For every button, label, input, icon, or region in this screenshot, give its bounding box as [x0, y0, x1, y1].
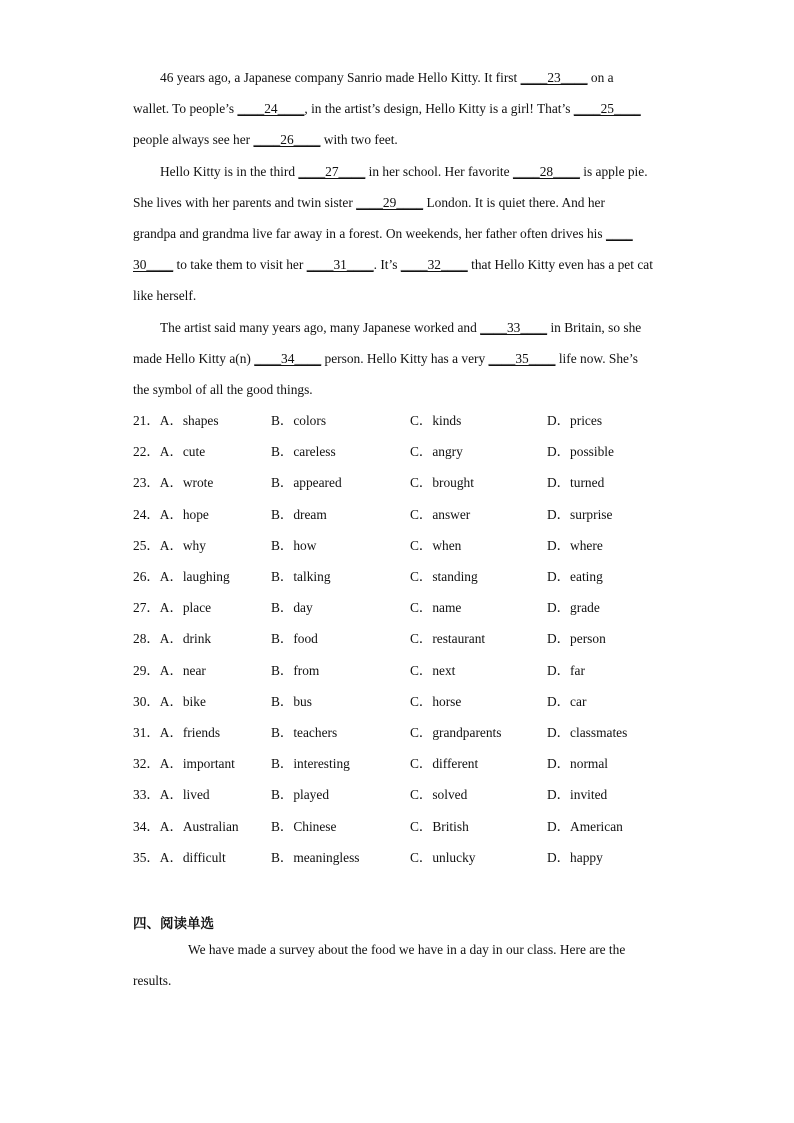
- option-a: 33．A．lived: [133, 787, 210, 803]
- option-d: D．car: [547, 693, 587, 709]
- option-row: [133, 467, 661, 498]
- cloze-line: [133, 93, 661, 124]
- option-b: B．dream: [271, 506, 327, 522]
- cloze-text: grandpa and grandma live far away in a forest. On weekends, her father often drives his: [133, 225, 606, 241]
- cloze-line: [133, 156, 661, 187]
- answer-blank: ____35____: [488, 350, 556, 366]
- option-c: C．answer: [410, 506, 471, 522]
- section-title: 四、阅读单选: [133, 916, 214, 932]
- option-row: [133, 811, 661, 842]
- cloze-line: [133, 280, 661, 311]
- cloze-text: wallet. To people’s: [133, 101, 238, 117]
- cloze-text: person. Hello Kitty has a very: [321, 350, 489, 366]
- option-a: 27．A．place: [133, 600, 212, 616]
- cloze-text: in her school. Her favorite: [365, 163, 513, 179]
- answer-blank: ____: [605, 225, 633, 241]
- option-d: D．possible: [547, 444, 614, 460]
- option-row: [133, 655, 661, 686]
- cloze-lines: [133, 62, 661, 405]
- option-c: C．different: [410, 756, 479, 772]
- cloze-text: . It’s: [373, 257, 401, 273]
- option-d: D．where: [547, 537, 603, 553]
- option-b: B．meaningless: [271, 849, 360, 865]
- option-a: 30．A．bike: [133, 693, 206, 709]
- answer-blank: ____24____: [237, 101, 305, 117]
- option-c: C．British: [410, 818, 469, 834]
- option-c: C．kinds: [410, 413, 462, 429]
- option-b: B．teachers: [271, 724, 338, 740]
- answer-blank: ____33____: [480, 319, 548, 335]
- cloze-text: people always see her: [133, 132, 254, 148]
- cloze-line: [133, 249, 661, 280]
- cloze-text: with two feet.: [320, 132, 398, 148]
- answer-blank: ____32____: [400, 257, 468, 273]
- option-a: 28．A．drink: [133, 631, 212, 647]
- option-row: [133, 623, 661, 654]
- answer-blank: ____23____: [520, 70, 588, 85]
- option-a: 29．A．near: [133, 662, 206, 678]
- option-b: B．how: [271, 537, 317, 553]
- option-d: D．turned: [547, 475, 605, 491]
- option-c: C．grandparents: [410, 724, 502, 740]
- option-row: [133, 748, 661, 779]
- reading-line: We have made a survey about the food we have in a day in our class. Here are the: [188, 942, 626, 957]
- option-row: [133, 779, 661, 810]
- answer-blank: ____26____: [253, 132, 321, 148]
- answer-blank: ____34____: [254, 350, 322, 366]
- cloze-line: [133, 187, 661, 218]
- option-a: 23．A．wrote: [133, 475, 214, 491]
- cloze-text: The artist said many years ago, many Japanese worked and: [160, 319, 481, 335]
- option-d: D．classmates: [547, 724, 628, 740]
- cloze-text: 46 years ago, a Japanese company Sanrio made Hello Kitty. It first: [160, 70, 521, 85]
- option-row: [133, 686, 661, 717]
- option-row: [133, 405, 661, 436]
- reading-line: results.: [133, 973, 172, 989]
- option-row: [133, 592, 661, 623]
- option-a: 22．A．cute: [133, 444, 206, 460]
- cloze-text: the symbol of all the good things.: [133, 381, 313, 397]
- option-d: D．far: [547, 662, 585, 678]
- cloze-text: , in the artist’s design, Hello Kitty is a girl! That’s: [304, 101, 574, 117]
- option-b: B．careless: [271, 444, 336, 460]
- option-c: C．when: [410, 537, 462, 553]
- cloze-text: on a: [587, 70, 614, 85]
- option-a: 21．A．shapes: [133, 413, 219, 429]
- option-d: D．surprise: [547, 506, 613, 522]
- cloze-text: that Hello Kitty even has a pet cat: [467, 257, 653, 273]
- option-d: D．normal: [547, 756, 608, 772]
- option-a: 25．A．why: [133, 537, 206, 553]
- cloze-line: [133, 62, 661, 93]
- answer-blank: ____31____: [306, 257, 374, 273]
- option-c: C．solved: [410, 787, 468, 803]
- answer-blank: ____27____: [298, 163, 366, 179]
- option-row: [133, 842, 661, 873]
- option-a: 35．A．difficult: [133, 849, 226, 865]
- option-b: B．food: [271, 631, 318, 647]
- option-row: [133, 561, 661, 592]
- reading-passage: [133, 934, 661, 996]
- option-d: D．grade: [547, 600, 600, 616]
- answer-blank: ____25____: [573, 101, 641, 117]
- answer-blank: ____29____: [356, 194, 424, 210]
- option-c: C．horse: [410, 693, 462, 709]
- option-c: C．restaurant: [410, 631, 486, 647]
- cloze-line: [133, 312, 661, 343]
- cloze-text: London. It is quiet there. And her: [423, 194, 605, 210]
- option-row: [133, 717, 661, 748]
- cloze-text: life now. She’s: [555, 350, 638, 366]
- option-row: [133, 436, 661, 467]
- option-a: 31．A．friends: [133, 724, 221, 740]
- option-a: 34．A．Australian: [133, 818, 239, 834]
- option-a: 26．A．laughing: [133, 569, 230, 584]
- option-c: C．unlucky: [410, 849, 476, 865]
- option-a: 32．A．important: [133, 756, 235, 772]
- option-row: [133, 530, 661, 561]
- option-list: [133, 405, 661, 873]
- option-c: C．name: [410, 600, 462, 616]
- cloze-line: [133, 124, 661, 155]
- option-b: B．colors: [271, 413, 327, 429]
- cloze-line: [133, 374, 661, 405]
- option-b: B．from: [271, 662, 320, 678]
- option-d: D．invited: [547, 787, 608, 803]
- option-d: D．eating: [547, 569, 603, 584]
- option-b: B．Chinese: [271, 818, 337, 834]
- cloze-passage: [133, 62, 661, 873]
- cloze-text: to take them to visit her: [173, 257, 307, 273]
- option-c: C．brought: [410, 475, 474, 491]
- option-d: D．American: [547, 818, 623, 834]
- cloze-text: She lives with her parents and twin sister: [133, 194, 357, 210]
- option-c: C．next: [410, 662, 456, 678]
- option-row: [133, 499, 661, 530]
- option-c: C．angry: [410, 444, 463, 460]
- option-c: C．standing: [410, 569, 478, 584]
- option-b: B．day: [271, 600, 313, 616]
- option-b: B．interesting: [271, 756, 350, 772]
- cloze-line: [133, 218, 661, 249]
- option-d: D．person: [547, 631, 606, 647]
- option-b: B．played: [271, 787, 330, 803]
- option-b: B．appeared: [271, 475, 342, 491]
- cloze-text: like herself.: [133, 288, 197, 304]
- option-b: B．bus: [271, 693, 312, 709]
- option-a: 24．A．hope: [133, 506, 209, 522]
- cloze-text: is apple pie.: [579, 163, 648, 179]
- option-d: D．happy: [547, 849, 603, 865]
- cloze-text: in Britain, so she: [547, 319, 642, 335]
- answer-blank: 30____: [133, 257, 174, 273]
- option-d: D．prices: [547, 413, 603, 429]
- answer-blank: ____28____: [512, 163, 580, 179]
- cloze-text: made Hello Kitty a(n): [133, 350, 255, 366]
- cloze-text: Hello Kitty is in the third: [160, 163, 299, 179]
- cloze-line: [133, 343, 661, 374]
- option-b: B．talking: [271, 569, 331, 584]
